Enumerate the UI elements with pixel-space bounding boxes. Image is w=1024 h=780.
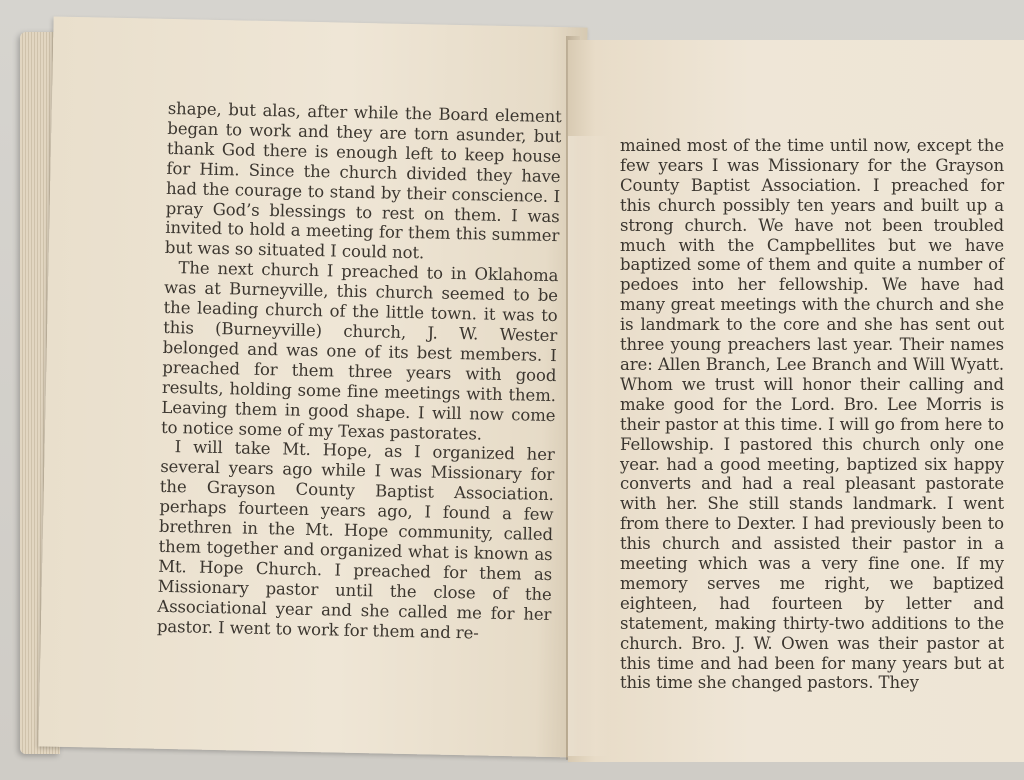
- open-book: [20, 22, 1024, 762]
- left-paragraph-3: I will take Mt. Hope, as I organized her several years ago while I was Missionary for the Grayson County Baptist Association. perhaps fourteen years ago, I found a few brethren in the Mt. Hope community, called them together and organized what is known as Mt. Hope Church. I preached for them as Missionary pastor until the close of the Associational year and she called me for her pastor. I went to work for them and re-: [156, 437, 555, 643]
- left-page-text: [157, 99, 562, 645]
- left-page: [38, 16, 587, 757]
- right-page-text: [620, 136, 1004, 693]
- right-paragraph-1: mained most of the time until now, except the few years I was Missionary for the Grayson County Baptist Association. I preached for this church possibly ten years and built up a strong church. We have not been troubled much with the Campbellites but we have baptized some of them and quite a number of pedoes into her fellowship. We have had many great meetings with the church and she is landmark to the core and she has sent out three young preachers last year. Their names are: Allen Branch, Lee Branch and Will Wyatt. Whom we trust will honor their calling and make good for the Lord. Bro. Lee Morris is their pastor at this time. I will go from here to Fellowship. I pastored this church only one year. had a good meeting, baptized six happy converts and had a real pleasant pastorate with her. She still stands landmark. I went from there to Dexter. I had previously been to this church and assisted their pastor in a meeting which was a very fine one. If my memory serves me right, we baptized eighteen, had fourteen by letter and statement, making thirty-two additions to the church. Bro. J. W. Owen was their pastor at this time and had been for many years but at this time she changed pastors. They: [620, 136, 1004, 693]
- left-paragraph-2: The next church I preached to in Oklahoma was at Burneyville, this church seemed to be the leading church of the little town. it was to this (Burneyville) church, J. W. Wester belonged and was one of its best members. I preached for them three years with good results, holding some fine meetings with them. Leaving them in good shape. I will now come to notice some of my Texas pastorates.: [160, 258, 559, 444]
- left-paragraph-1: shape, but alas, after while the Board element began to work and they are torn asunder, but thank God there is enough left to keep house for Him. Since the church divided they have had the courage to stand by their conscience. I pray God’s blessings to rest on them. I was invited to hold a meeting for them this summer but was so situated I could not.: [164, 98, 562, 263]
- right-page: [568, 40, 1024, 762]
